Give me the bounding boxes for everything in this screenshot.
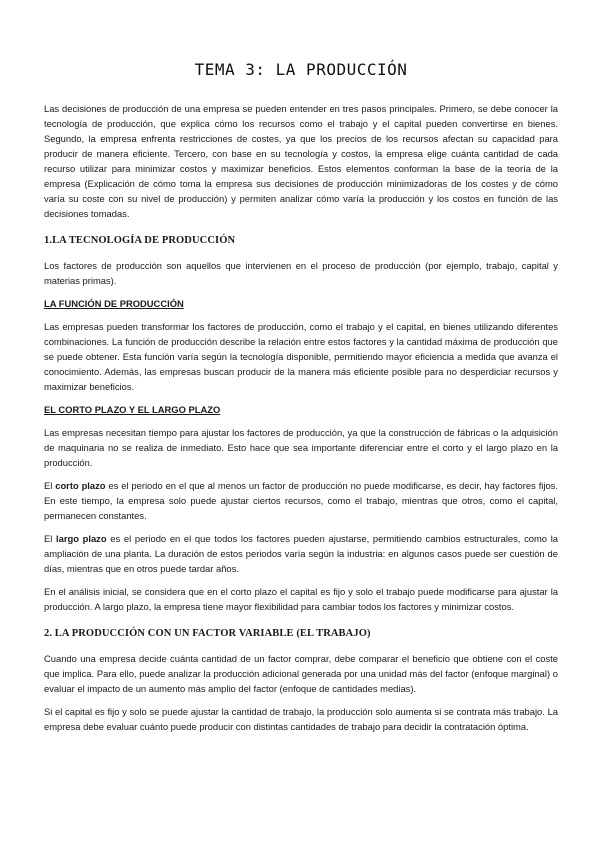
short-long-run-paragraph-4: En el análisis inicial, se considera que en el corto plazo el capital es fijo y solo el trabajo puede modificarse para ajustar la producción. A largo plazo, la empresa tiene mayor flexibilidad para cambiar todos los factores y minimizar costos.: [44, 586, 558, 612]
intro-paragraph: Las decisiones de producción de una empresa se pueden entender en tres pasos principales. Primero, se debe conocer la tecnología de producción, que explica cómo los recursos como el trabajo y el capital pueden convertirse en bienes. Segundo, la empresa enfrenta restricciones de costes, ya que los precios de los recursos afectan su capacidad para producir de manera eficiente. Tercero, con base en su tecnología y costos, la empresa elige cuánta cantidad de cada recurso utilizar para minimizar costos y maximizar beneficios. Estos elementos conforman la base de la teoría de la empresa (Explicación de cómo toma la empresa sus decisiones de producción minimizadoras de los costes y de cómo varía su coste con su nivel de producción) y permiten analizar cómo varía la producción y los costos en función de las decisiones tomadas.: [44, 103, 558, 219]
section-2-paragraph-1: Cuando una empresa decide cuánta cantidad de un factor comprar, debe comparar el beneficio que obtiene con el coste que implica. Para ello, puede analizar la producción adicional generada por una unidad más del factor (enfoque marginal) o evaluar el impacto de un aumento más amplio del factor (enfoque de cantidades medias).: [44, 653, 558, 694]
section-1-heading: 1.LA TECNOLOGÍA DE PRODUCCIÓN: [44, 235, 236, 246]
short-run-prefix: El: [44, 480, 56, 491]
short-run-paragraph: [44, 478, 558, 523]
section-2-heading: 2. LA PRODUCCIÓN CON UN FACTOR VARIABLE (EL TRABAJO): [44, 628, 371, 639]
long-run-prefix: El: [44, 533, 57, 544]
short-long-run-paragraph-1: Las empresas necesitan tiempo para ajustar los factores de producción, ya que la construcción de fábricas o la adquisición de maquinaria no se realiza de inmediato. Esto hace que sea importante diferenciar entre el corto y el largo plazo en la producción.: [44, 427, 558, 468]
subsection-short-long-run-heading: EL CORTO PLAZO Y EL LARGO PLAZO: [44, 404, 221, 415]
long-run-paragraph: [44, 531, 558, 576]
subsection-production-function-heading: LA FUNCIÓN DE PRODUCCIÓN: [44, 298, 184, 309]
production-function-paragraph: Las empresas pueden transformar los factores de producción, como el trabajo y el capital, en bienes utilizando diferentes combinaciones. La función de producción describe la relación entre estos factores y la cantidad máxima de producción que se puede obtener. Esta función varía según la tecnología disponible, permitiendo mayor eficiencia a medida que avanza el conocimiento. Además, las empresas buscan producir de la manera más eficiente posible para no desperdiciar recursos y maximizar beneficios.: [44, 321, 558, 392]
short-run-term: corto plazo: [55, 480, 106, 491]
short-run-text: es el periodo en el que al menos un factor de producción no puede modificarse, es decir, hay factores fijos. En este tiempo, la empresa solo puede ajustar ciertos recursos, como el trabajo, mientras que otros, como el capital, permanecen constantes.: [44, 480, 558, 521]
long-run-term: largo plazo: [56, 533, 107, 544]
section-1-paragraph: Los factores de producción son aquellos que intervienen en el proceso de producción (por ejemplo, trabajo, capital y materias primas).: [44, 260, 558, 286]
section-2-paragraph-2: Si el capital es fijo y solo se puede ajustar la cantidad de trabajo, la producción solo aumenta si se contrata más trabajo. La empresa debe evaluar cuánto puede producir con distintas cantidades de trabajo para decidir la contratación óptima.: [44, 706, 558, 732]
long-run-text: es el periodo en el que todos los factores pueden ajustarse, permitiendo cambios estructurales, como la ampliación de una planta. La duración de estos periodos varía según la industria: en algunos casos puede ser cuestión de días, mientras que en otros puede tardar años.: [44, 533, 558, 574]
page-title: TEMA 3: LA PRODUCCIÓN: [194, 60, 408, 79]
